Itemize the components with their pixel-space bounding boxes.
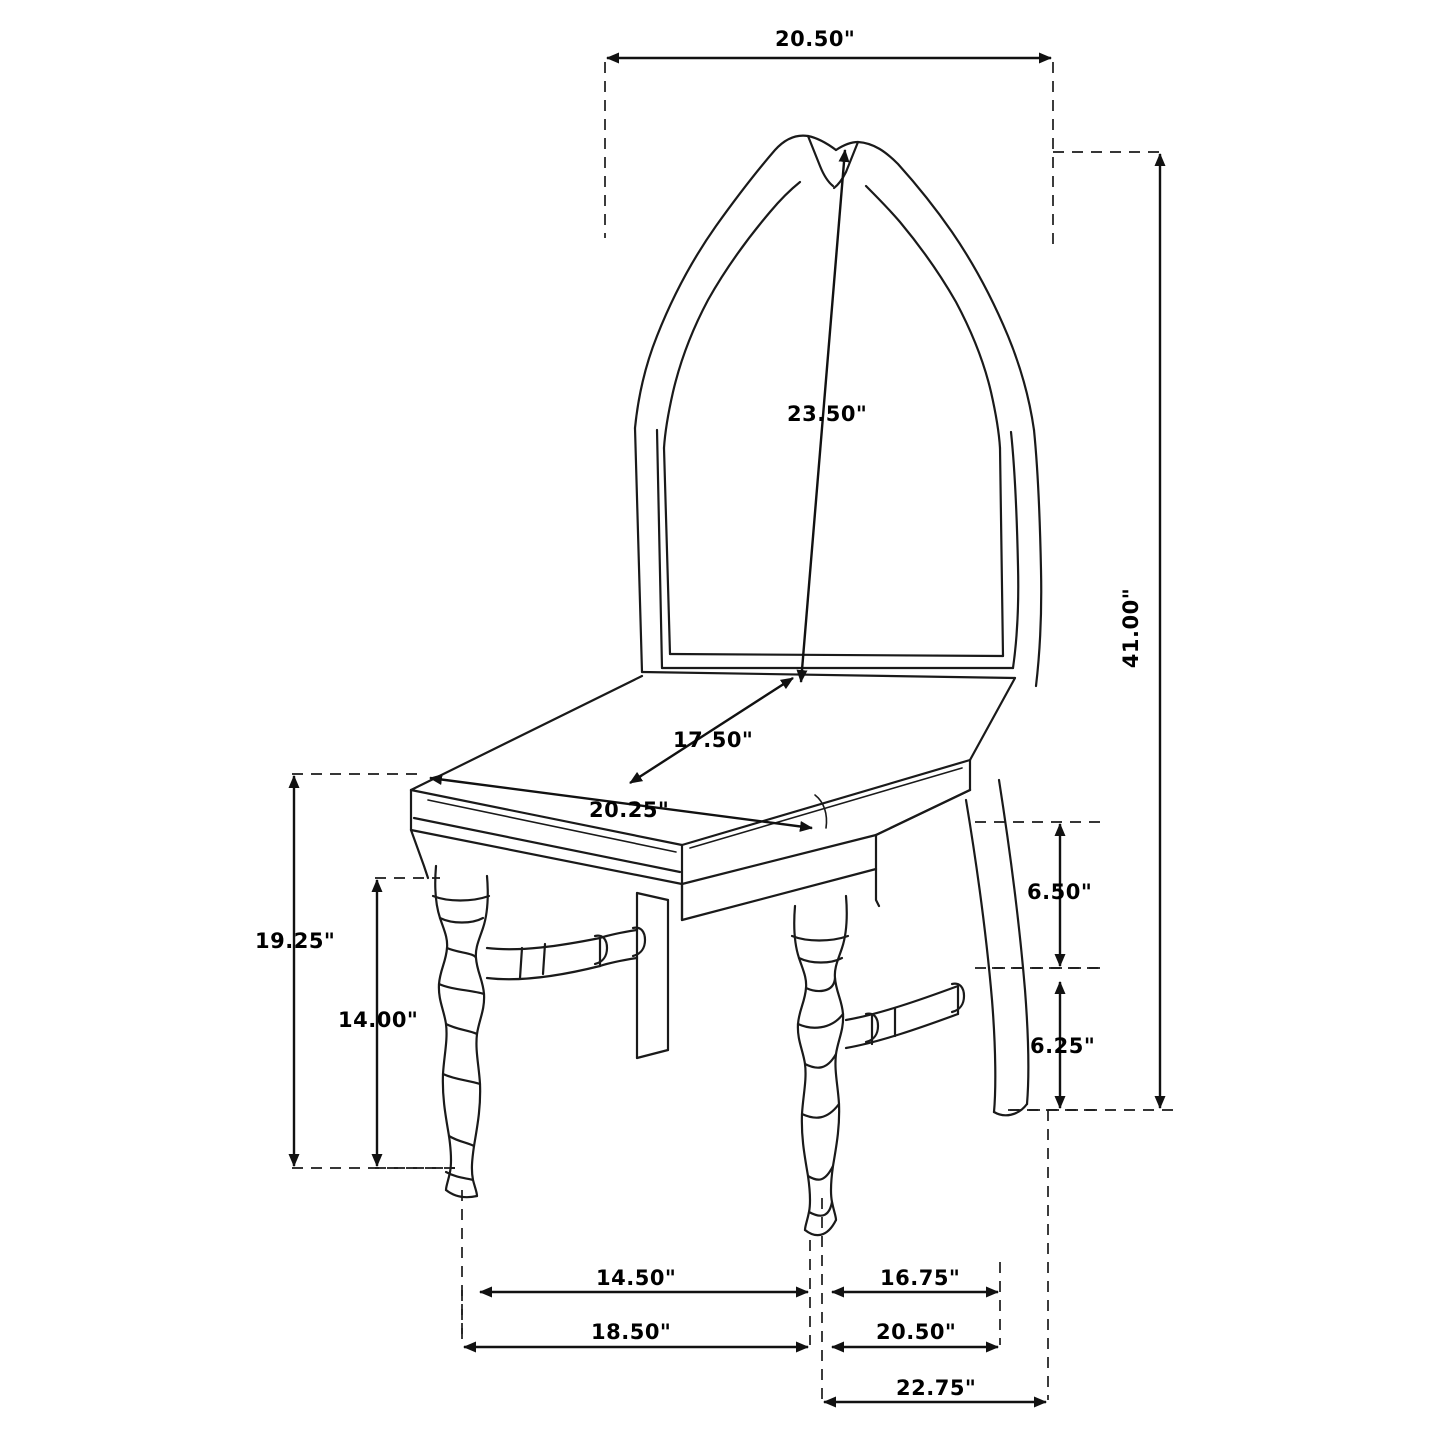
dimension-label-overall-height: 41.00" [1119,587,1144,669]
dimension-label-front-width-outer: 18.50" [591,1320,672,1344]
dimension-label-back-width: 20.50" [775,27,856,51]
dimension-label-front-leg-span: 14.50" [596,1266,677,1290]
dimension-label-back-height: 23.50" [787,402,868,426]
dimension-label-overall-depth: 22.75" [896,1376,977,1400]
dimension-label-seat-width: 20.25" [589,798,670,822]
dimension-label-seat-depth: 17.50" [673,728,754,752]
chair-outline [411,136,1041,1236]
dimension-label-seat-to-floor: 19.25" [255,929,336,953]
dimension-label-stretcher-height: 14.00" [338,1008,419,1032]
dimension-label-side-leg-span: 16.75" [880,1266,961,1290]
dimension-label-side-depth-outer: 20.50" [876,1320,957,1344]
dimension-label-lower-rail-depth: 6.25" [1030,1034,1096,1058]
dimension-label-seat-frame-depth: 6.50" [1027,880,1093,904]
